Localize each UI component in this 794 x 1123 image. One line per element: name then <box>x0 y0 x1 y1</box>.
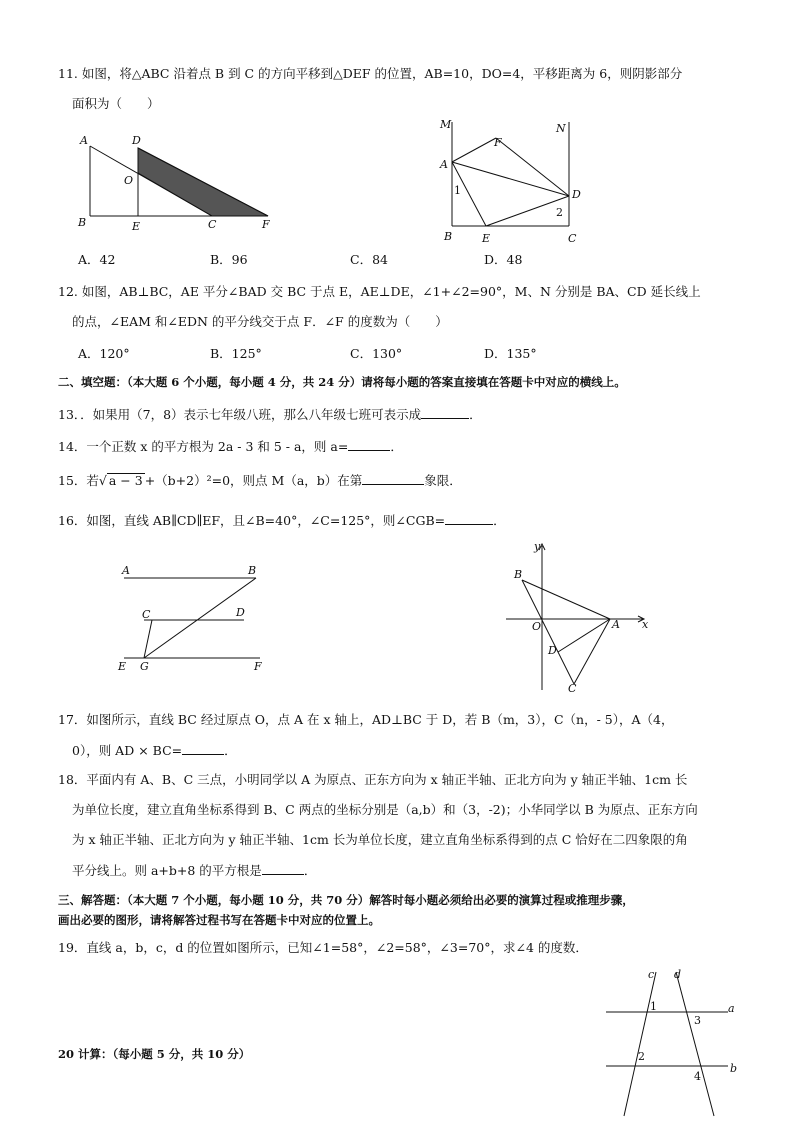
label-B: B <box>514 568 523 581</box>
figure-q11-triangles <box>72 128 282 236</box>
label-angle-3: 3 <box>694 1014 701 1027</box>
q17-answer-blank <box>182 742 224 755</box>
q14: 14．一个正数 x 的平方根为 2a - 3 和 5 - a，则 a= ． <box>58 439 403 454</box>
label-C: C <box>568 682 577 695</box>
label-C: C <box>142 608 151 621</box>
q12-line2: 的点，∠EAM 和∠EDN 的平分线交于点 F．∠F 的度数为（ ） <box>72 314 448 329</box>
label-D: D <box>132 134 141 147</box>
q20-text: 20 计算：（每小题 5 分，共 10 分） <box>58 1047 251 1061</box>
label-A: A <box>440 158 448 171</box>
q12-choice-d: D．135° <box>484 346 537 361</box>
q11-choice-c: C．84 <box>350 252 388 267</box>
label-y: y <box>534 540 541 553</box>
label-E: E <box>132 220 141 233</box>
label-angle-1: 1 <box>650 1000 657 1013</box>
label-angle-2: 2 <box>556 206 563 219</box>
label-A: A <box>612 618 620 631</box>
q18-line2: 为单位长度，建立直角坐标系得到 B、C 两点的坐标分别是（a,b）和（3，-2)；小华同学以 B 为原点、正东方向 <box>72 802 698 817</box>
label-F: F <box>262 218 270 231</box>
q16-answer-blank <box>445 512 493 525</box>
label-x: x <box>642 618 649 631</box>
q12-choice-b: B．125° <box>210 346 262 361</box>
label-G: G <box>140 660 149 673</box>
q13-answer-blank <box>421 406 469 419</box>
figure-q17-coordinates <box>506 540 656 694</box>
q17-line1: 17．如图所示，直线 BC 经过原点 O，点 A 在 x 轴上，AD⊥BC 于 D，若 B（m，3），C（n，- 5），A（4， <box>58 712 674 727</box>
label-angle-1: 1 <box>454 184 461 197</box>
section3-header-line1: 三、解答题：（本大题 7 个小题，每小题 10 分，共 70 分）解答时每小题必须给出必要的演算过程或推理步骤， <box>58 893 634 907</box>
label-c: c <box>648 968 655 981</box>
label-F: F <box>494 136 502 149</box>
q15-radicand: a − 3 <box>108 473 143 488</box>
q18-line3: 为 x 轴正半轴、正北方向为 y 轴正半轴、1cm 长为单位长度，建立直角坐标系得到的点 C 恰好在二四象限的角 <box>72 832 688 847</box>
section2-header: 二、填空题：（本大题 6 个小题，每小题 4 分，共 24 分）请将每小题的答案直接填在答题卡中对应的横线上。 <box>58 375 626 389</box>
q12-choice-c: C．130° <box>350 346 403 361</box>
figure-q12-quadrilateral <box>436 116 586 246</box>
sqrt-sign: √ <box>98 473 107 488</box>
label-M: M <box>440 118 452 131</box>
label-D: D <box>572 188 581 201</box>
label-d: d <box>674 968 682 981</box>
q13: 13．．如果用（7，8）表示七年级八班，那么八年级七班可表示成 ． <box>58 407 482 422</box>
label-F: F <box>254 660 262 673</box>
q11-line1: 11. 如图，将△ABC 沿着点 B 到 C 的方向平移到△DEF 的位置，AB=10，DO=4，平移距离为 6，则阴影部分 <box>58 66 683 81</box>
label-a: a <box>728 1002 735 1015</box>
q18-line4: 平分线上。则 a+b+8 的平方根是 ． <box>72 863 317 878</box>
label-angle-4: 4 <box>694 1070 701 1083</box>
q11-choice-d: D．48 <box>484 252 523 267</box>
figure-q19-lines <box>596 966 746 1116</box>
q19-text: 19．直线 a，b，c，d 的位置如图所示，已知∠1=58°，∠2=58°，∠3=70°，求∠4 的度数． <box>58 940 588 955</box>
q11-line2: 面积为（ ） <box>72 96 160 111</box>
label-N: N <box>556 122 566 135</box>
q16: 16．如图，直线 AB∥CD∥EF，且∠B=40°，∠C=125°，则∠CGB= ． <box>58 513 506 528</box>
label-C: C <box>208 218 217 231</box>
label-B: B <box>78 216 87 229</box>
q18-answer-blank <box>262 862 304 875</box>
q18-line1: 18．平面内有 A、B、C 三点，小明同学以 A 为原点、正东方向为 x 轴正半轴、正北方向为 y 轴正半轴、1cm 长 <box>58 772 688 787</box>
q12-choice-a: A．120° <box>78 346 130 361</box>
label-O: O <box>532 620 542 633</box>
label-B: B <box>444 230 453 243</box>
label-E: E <box>482 232 491 245</box>
label-B: B <box>248 564 257 577</box>
q12-line1: 12. 如图，AB⊥BC，AE 平分∠BAD 交 BC 于点 E，AE⊥DE，∠1+∠2=90°，M、N 分别是 BA、CD 延长线上 <box>58 284 701 299</box>
section3-header-line2: 画出必要的图形，请将解答过程书写在答题卡中对应的位置上。 <box>58 913 380 927</box>
q15: 15．若√ a − 3 +（b+2）²=0，则点 M（a，b）在第 象限． <box>58 473 462 488</box>
q11-choice-b: B．96 <box>210 252 248 267</box>
q11-choice-a: A．42 <box>78 252 116 267</box>
q17-line2: 0），则 AD × BC= ． <box>72 743 237 758</box>
label-A: A <box>80 134 88 147</box>
label-D: D <box>236 606 245 619</box>
label-A: A <box>122 564 130 577</box>
label-O: O <box>124 174 134 187</box>
q15-answer-blank <box>362 472 424 485</box>
label-b: b <box>730 1062 738 1075</box>
figure-q16-parallel-lines <box>114 560 274 676</box>
label-C: C <box>568 232 577 245</box>
label-E: E <box>118 660 127 673</box>
label-D: D <box>548 644 557 657</box>
label-angle-2: 2 <box>638 1050 645 1063</box>
q14-answer-blank <box>348 438 390 451</box>
